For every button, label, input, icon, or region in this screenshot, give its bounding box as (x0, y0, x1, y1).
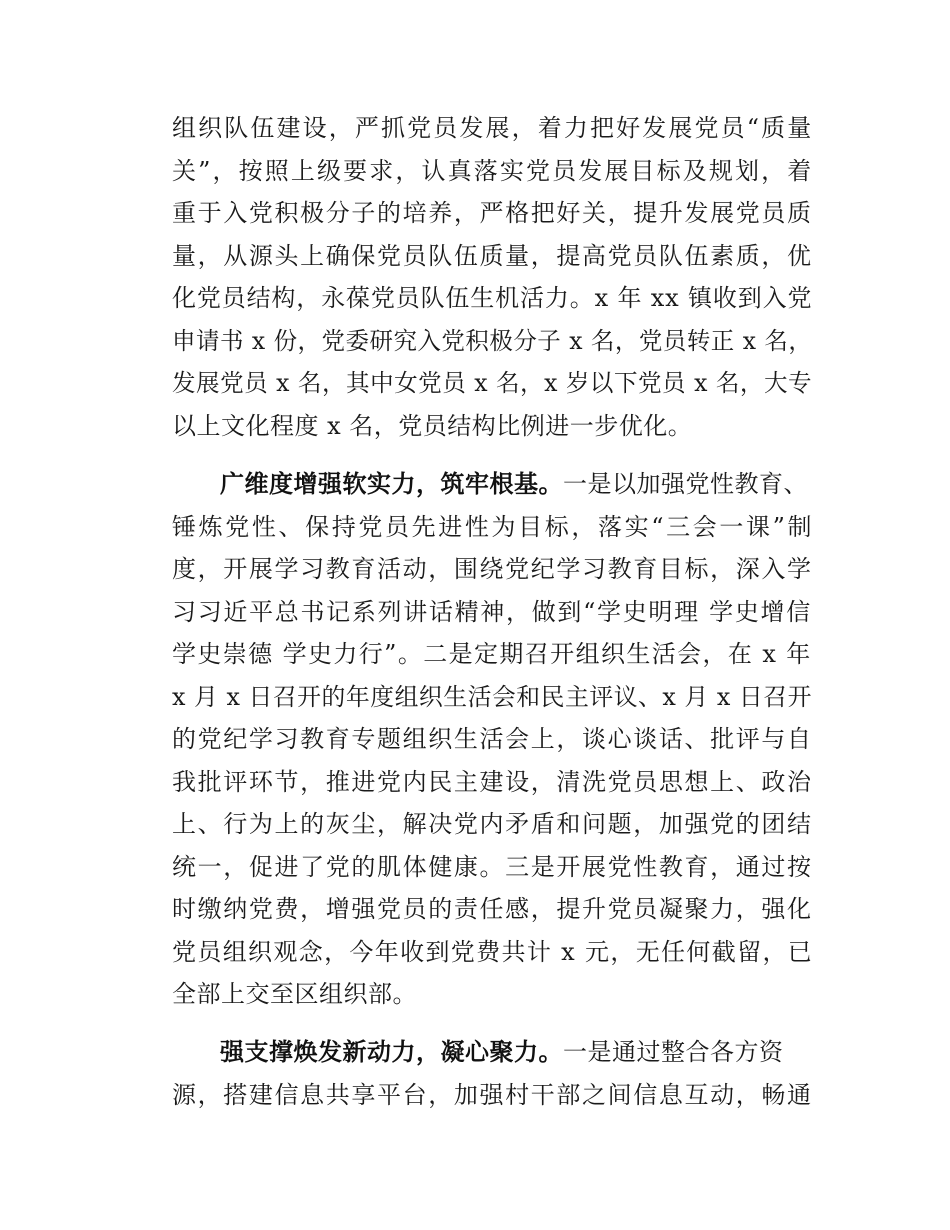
text-line: 广维度增强软实力，筑牢根基。 一是以加强党性教育、 (172, 463, 812, 506)
text-line: 发展党员 x 名，其中女党员 x 名，x 岁以下党员 x 名，大专 (172, 369, 813, 397)
paragraph-new-momentum (172, 1031, 812, 1116)
text-line: 统一，促进了党的肌体健康。三是开展党性教育，通过按 (172, 852, 813, 881)
text-line: 关”，按照上级要求，认真落实党员发展目标及规划，着 (172, 156, 814, 185)
text-line: 组织队伍建设，严抓党员发展，着力把好发展党员“质量 (172, 114, 814, 142)
text-line: 锤炼党性、保持党员先进性为目标，落实“三会一课”制 (172, 512, 815, 541)
text-line: 申请书 x 份，党委研究入党积极分子 x 名，党员转正 x 名， (172, 326, 813, 355)
text-line: 学史崇德 学史力行”。二是定期召开组织生活会，在 x 年 (172, 640, 812, 668)
text-line: 化党员结构，永葆党员队伍生机活力。x 年 xx 镇收到入党 (172, 284, 813, 312)
text-line: 重于入党积极分子的培养，严格把好关，提升发展党员质 (172, 199, 813, 227)
text-line: x 月 x 日召开的年度组织生活会和民主评议、x 月 x 日召开 (172, 682, 812, 711)
text-line: 度，开展学习教育活动，围绕党纪学习教育目标，深入学 (172, 555, 813, 583)
text-line: 时缴纳党费，增强党员的责任感，提升党员凝聚力，强化 (172, 895, 813, 923)
paragraph-party-development (172, 107, 812, 447)
text-line: 上、行为上的灰尘，解决党内矛盾和问题，加强党的团结 (172, 810, 813, 838)
text-line: 强支撑焕发新动力，凝心聚力。 一是通过整合各方资 (172, 1031, 812, 1074)
text-line: 量，从源头上确保党员队伍质量，提高党员队伍素质，优 (172, 241, 813, 270)
text-line: 我批评环节，推进党内民主建设，清洗党员思想上、政治 (172, 767, 813, 796)
text-line: 党员组织观念，今年收到党费共计 x 元，无任何截留，已 (172, 937, 814, 966)
paragraph-soft-power (172, 463, 815, 1016)
paragraph-heading: 广维度增强软实力，筑牢根基。 (220, 470, 563, 498)
text-line: 以上文化程度 x 名，党员结构比例进一步优化。 (172, 411, 693, 440)
paragraph-heading: 强支撑焕发新动力，凝心聚力。 (220, 1038, 563, 1066)
text-line: 全部上交至区组织部。 (172, 980, 417, 1008)
text-line: 习习近平总书记系列讲话精神，做到“学史明理 学史增信 (172, 597, 812, 626)
text-line: 源，搭建信息共享平台，加强村干部之间信息互动，畅通 (172, 1080, 813, 1109)
text-line: 的党纪学习教育专题组织生活会上，谈心谈话、批评与自 (172, 725, 813, 753)
